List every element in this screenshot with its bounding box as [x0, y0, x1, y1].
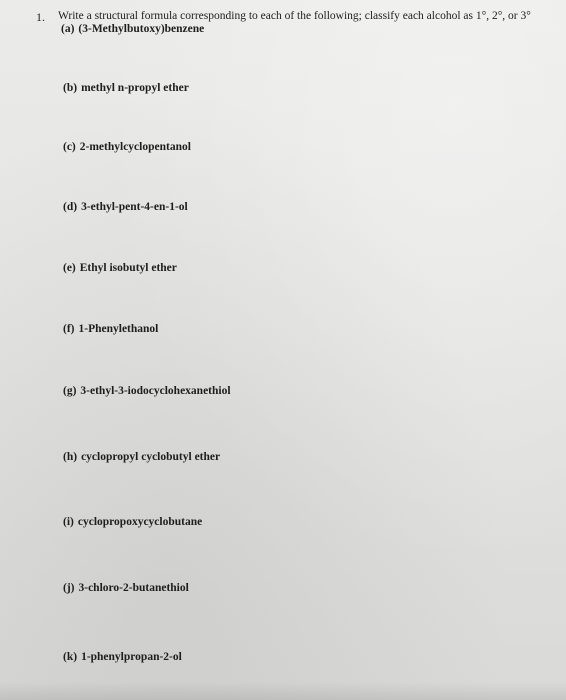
item-label: (c) — [63, 141, 76, 153]
item-h — [63, 451, 220, 463]
item-label: (k) — [63, 651, 78, 663]
item-label: (i) — [63, 516, 74, 528]
item-f — [63, 323, 158, 335]
item-text: cyclopropyl cyclobutyl ether — [81, 451, 221, 463]
item-text: (3-Methylbutoxy)benzene — [78, 23, 205, 35]
item-e — [63, 262, 177, 274]
question-prompt: Write a structural formula corresponding to each of the following; classify each alcohol as 1°, 2°, or 3° — [58, 10, 531, 22]
item-text: 3-chloro-2-butanethiol — [78, 582, 189, 594]
item-a — [61, 23, 204, 35]
item-text: 1-phenylpropan-2-ol — [81, 651, 182, 663]
item-text: 1-Phenylethanol — [78, 323, 159, 335]
item-j — [63, 582, 189, 594]
photo-shadow — [0, 682, 566, 700]
item-g — [63, 385, 231, 397]
item-label: (a) — [61, 23, 75, 35]
item-label: (b) — [63, 82, 78, 94]
question-number: 1. — [36, 10, 45, 24]
item-text: cyclopropoxycyclobutane — [77, 516, 203, 528]
item-text: 3-ethyl-pent-4-en-1-ol — [81, 201, 188, 213]
item-label: (f) — [63, 323, 75, 335]
item-text: 2-methylcyclopentanol — [79, 141, 191, 153]
item-i — [63, 516, 202, 528]
item-b — [63, 82, 189, 94]
item-label: (d) — [63, 201, 78, 213]
item-text: 3-ethyl-3-iodocyclohexanethiol — [80, 385, 231, 397]
item-text: methyl n-propyl ether — [81, 82, 189, 94]
item-label: (j) — [63, 582, 75, 594]
item-label: (e) — [63, 262, 76, 274]
item-d — [63, 201, 188, 213]
item-c — [63, 141, 191, 153]
item-text: Ethyl isobutyl ether — [79, 262, 177, 274]
item-k — [63, 651, 182, 663]
item-label: (h) — [63, 451, 78, 463]
item-label: (g) — [63, 385, 77, 397]
